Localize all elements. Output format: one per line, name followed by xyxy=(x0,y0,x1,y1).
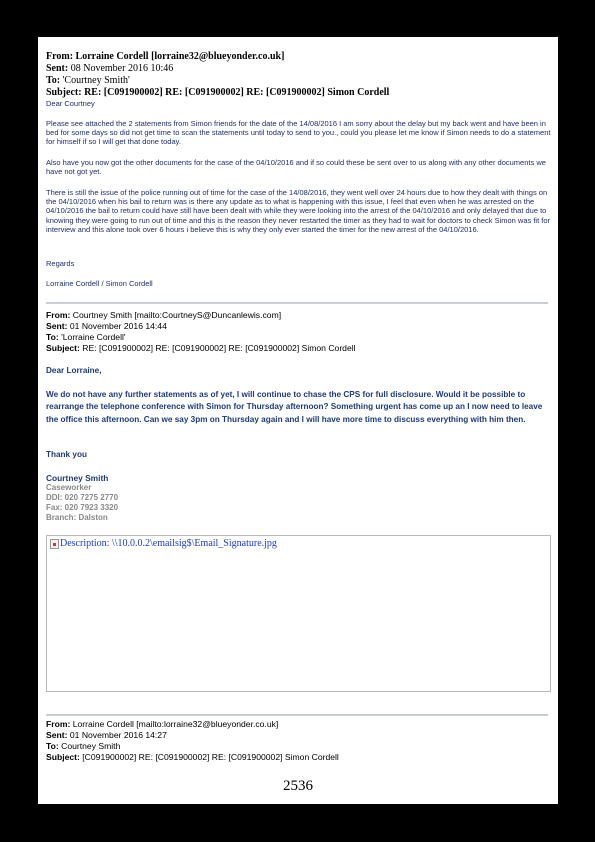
email2-thanks: Thank you xyxy=(46,450,87,459)
email2-to-line: To: 'Lorraine Cordell' xyxy=(46,332,126,342)
email3-from-line: From: Lorraine Cordell [mailto:lorraine32@blueyonder.co.uk] xyxy=(46,719,279,729)
email1-subject: RE: [C091900002] RE: [C091900002] RE: [C091900002] Simon Cordell xyxy=(84,87,390,98)
signature-image-link[interactable] xyxy=(50,538,277,549)
email1-to-line: To: 'Courtney Smith' xyxy=(46,75,130,86)
email2-sent: 01 November 2016 14:44 xyxy=(69,321,167,331)
email2-subject-line: Subject: RE: [C091900002] RE: [C091900002] RE: [C091900002] Simon Cordell xyxy=(46,343,356,353)
email3-to-line: To: Courtney Smith xyxy=(46,741,121,751)
signature-ddi: DDI: 020 7275 2770 xyxy=(46,493,119,502)
signature-role: Caseworker xyxy=(46,483,92,492)
separator-rule-2 xyxy=(46,714,548,716)
email2-from: Courtney Smith [mailto:CourtneyS@Duncanlewis.com] xyxy=(72,310,282,320)
email1-from-line: From: Lorraine Cordell [lorraine32@blueyonder.co.uk] xyxy=(46,51,285,62)
email1-signoff: Lorraine Cordell / Simon Cordell xyxy=(46,279,153,288)
email2-sent-line: Sent: 01 November 2016 14:44 xyxy=(46,321,167,331)
email1-greeting: Dear Courtney xyxy=(46,99,95,108)
broken-image-icon xyxy=(50,539,59,549)
email3-sent-line: Sent: 01 November 2016 14:27 xyxy=(46,730,167,740)
email1-regards: Regards xyxy=(46,259,75,268)
email1-para2: Also have you now got the other documents for the case of the 04/10/2016 and if so could these be sent over to us along with any other documents we have not got yet. xyxy=(46,158,546,177)
email2-para1: We do not have any further statements as of yet, I will continue to chase the CPS for full disclosure. Would it be possible to rearrange the telephone conference with Simon for Thursday afternoon? Something urgent has come up an I now need to leave the office this afternoon. Can we say 3pm on Thursday again and I will have more time to discuss everything with him then. xyxy=(46,390,543,424)
email1-sent: 08 November 2016 10:46 xyxy=(70,63,174,74)
email2-to: 'Lorraine Cordell' xyxy=(61,332,126,342)
document-page xyxy=(38,37,558,804)
email1-to: 'Courtney Smith' xyxy=(62,75,130,86)
email1-subject-line: Subject: RE: [C091900002] RE: [C091900002] RE: [C091900002] Simon Cordell xyxy=(46,87,390,98)
signature-branch: Branch: Dalston xyxy=(46,513,108,522)
email1-sent-line: Sent: 08 November 2016 10:46 xyxy=(46,63,174,74)
email2-from-line: From: Courtney Smith [mailto:CourtneyS@Duncanlewis.com] xyxy=(46,310,282,320)
email3-subject-line: Subject: [C091900002] RE: [C091900002] RE: [C091900002] Simon Cordell xyxy=(46,752,339,762)
email2-subject: RE: [C091900002] RE: [C091900002] RE: [C091900002] Simon Cordell xyxy=(82,343,356,353)
signature-name: Courtney Smith xyxy=(46,473,109,483)
email1-from: Lorraine Cordell [lorraine32@blueyonder.co.uk] xyxy=(75,51,285,62)
email3-from: Lorraine Cordell [mailto:lorraine32@blueyonder.co.uk] xyxy=(72,719,279,729)
email3-to: Courtney Smith xyxy=(61,741,121,751)
email2-greeting: Dear Lorraine, xyxy=(46,366,102,375)
signature-image-alt-text: Description: \\10.0.0.2\emailsig$\Email_Signature.jpg xyxy=(60,538,277,549)
signature-image-placeholder xyxy=(46,535,551,692)
page-number: 2536 xyxy=(283,778,313,794)
email3-subject: [C091900002] RE: [C091900002] RE: [C091900002] Simon Cordell xyxy=(82,752,339,762)
separator-rule xyxy=(46,302,548,304)
email1-para1: Please see attached the 2 statements from Simon friends for the date of the 14/08/2016 I am sorry about the delay but my back went and have been in bed for some days so did not get time to scan the statements until today to send to you., could you please let me know if Simon needs to do a statement for himself if so I will get that done today. xyxy=(46,119,551,147)
email3-sent: 01 November 2016 14:27 xyxy=(69,730,167,740)
email1-para3: There is still the issue of the police running out of time for the case of the 14/08/2016, they went well over 24 hours due to how they dealt with things on the 04/10/2016 when his bail to return was is there any update as to what is happening with this issue, I feel that even when he was arrested on the 04/10/2016 the bail to return could have still have been dealt with while they were looking into the arrest of the 04/10/2016 and only delayed that due to knowing they were going to run out of time and this is the reason they never restarted the timer as they had to wait for doctors to check Simon was fit for interview and this alone took over 6 hours i believe this is why they only ever started the timer for the new arrest of the 04/10/2016. xyxy=(46,188,551,234)
signature-fax: Fax: 020 7923 3320 xyxy=(46,503,119,512)
